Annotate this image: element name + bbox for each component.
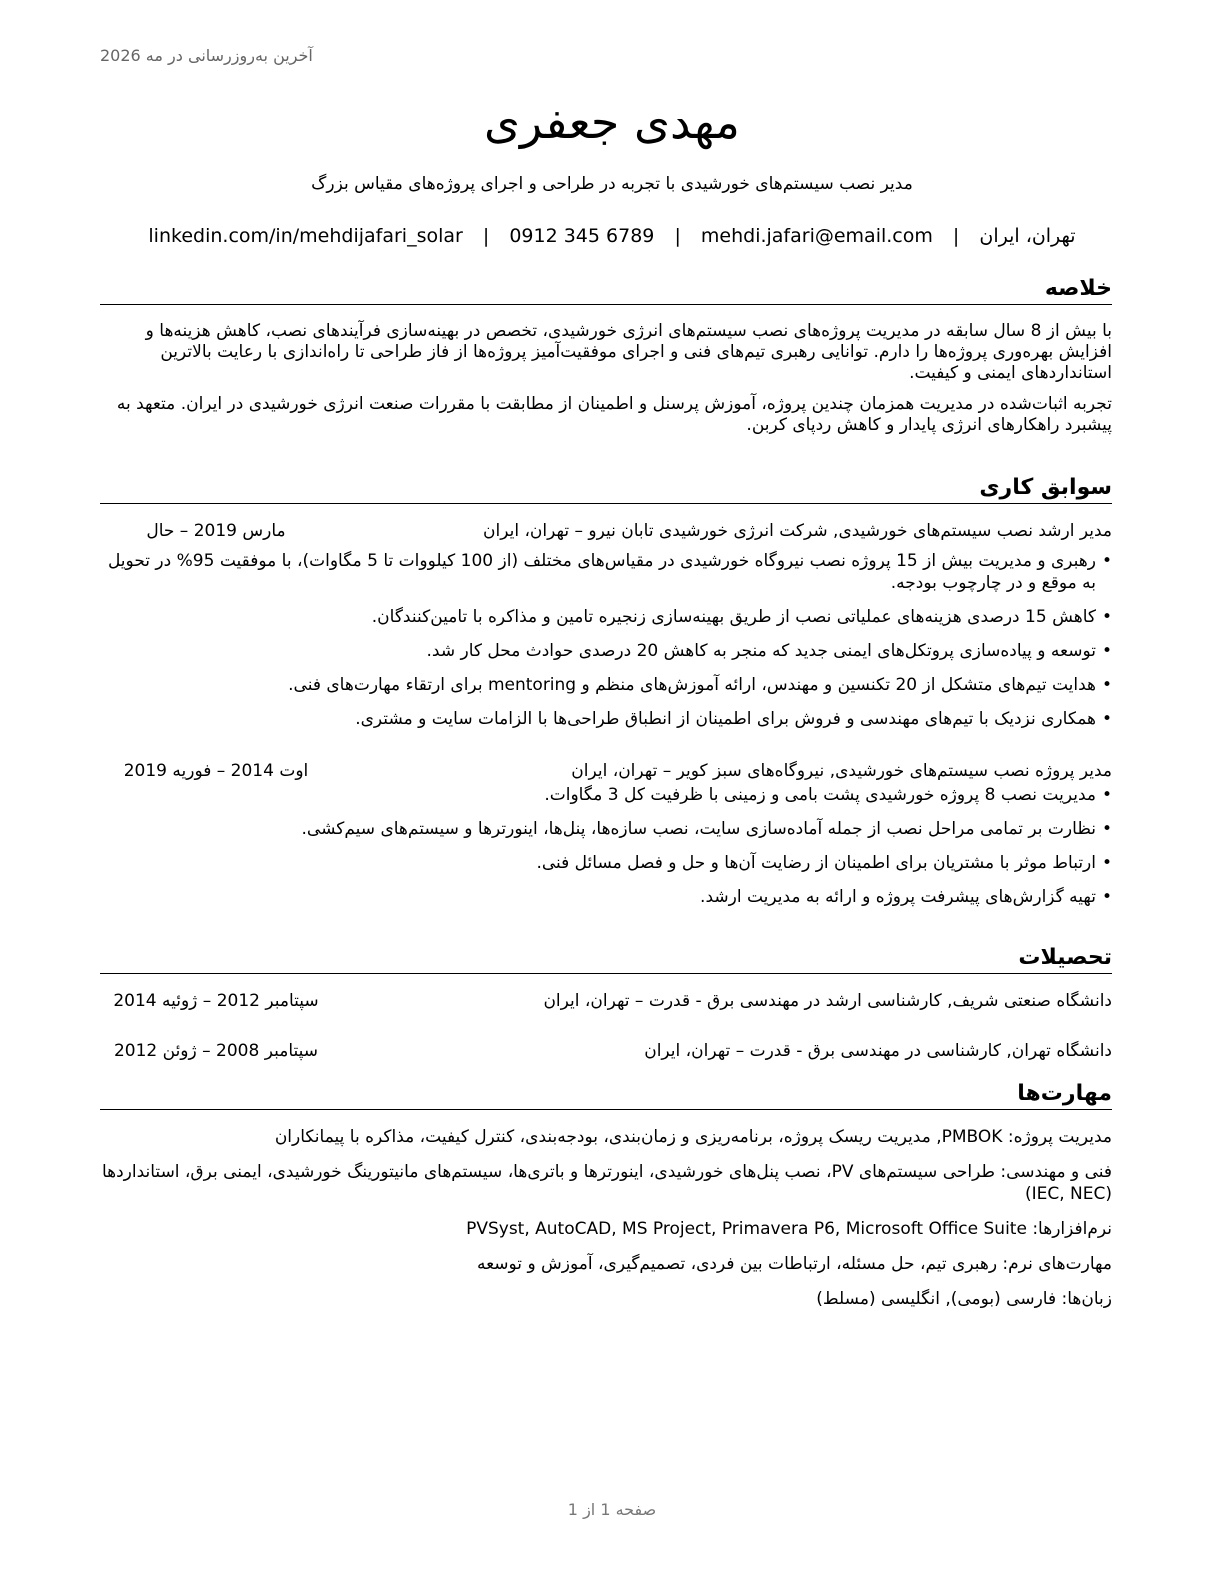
skill-line: فنی و مهندسی: طراحی سیستم‌های PV، نصب پنل‌های خورشیدی، اینورترها و باتری‌ها، سیستم‌های مانیتورینگ خورشیدی، ایمنی برق، استانداردها (IEC, NEC): [101, 1162, 1112, 1204]
job-role: مدیر پروژه نصب سیستم‌های خورشیدی, نیروگاه‌های سبز کویر – تهران، ایران: [571, 761, 1112, 781]
page-number: صفحه 1 از 1: [567, 1500, 657, 1519]
job-entry: [100, 758, 1112, 908]
education-dates: سپتامبر 2012 – ژوئیه 2014: [113, 991, 319, 1011]
list-item: • ارتباط موثر با مشتریان برای اطمینان از رضایت آن‌ها و حل و فصل مسائل فنی.: [536, 853, 1112, 873]
bullet-icon: •: [1101, 709, 1112, 729]
job-bullets: [100, 550, 1112, 730]
contact-email[interactable]: mehdi.jafari@email.com: [700, 225, 933, 247]
education-entry: [100, 988, 1112, 1014]
skills-title: مهارت‌ها: [100, 1079, 1112, 1110]
bullet-icon: •: [1101, 675, 1112, 695]
bullet-icon: •: [1101, 607, 1112, 627]
education-dates: سپتامبر 2008 – ژوئن 2012: [113, 1041, 319, 1061]
bullet-icon: •: [1101, 819, 1112, 839]
bullet-icon: •: [1101, 641, 1112, 661]
contact-separator: |: [674, 225, 681, 247]
skill-line: زبان‌ها: فارسی (بومی), انگلیسی (مسلط): [816, 1289, 1112, 1309]
summary-title: خلاصه: [100, 274, 1112, 305]
list-item: • همکاری نزدیک با تیم‌های مهندسی و فروش برای اطمینان از انطباق طراحی‌ها با الزامات سایت و مشتری.: [355, 709, 1112, 729]
bullet-icon: •: [1101, 785, 1112, 805]
job-entry: [100, 518, 1112, 730]
list-item: • کاهش 15 درصدی هزینه‌های عملیاتی نصب از طریق بهینه‌سازی زنجیره تامین و مذاکره با تامین‌کنندگان.: [371, 607, 1112, 627]
experience-title: سوابق کاری: [100, 473, 1112, 504]
list-item: • هدایت تیم‌های متشکل از 20 تکنسین و مهندس، ارائه آموزش‌های منظم و mentoring برای ارتقاء مهارت‌های فنی.: [288, 675, 1112, 695]
skill-line: مهارت‌های نرم: رهبری تیم، حل مسئله، ارتباطات بین فردی، تصمیم‌گیری، آموزش و توسعه: [476, 1254, 1112, 1274]
list-item: • رهبری و مدیریت بیش از 15 پروژه نصب نیروگاه خورشیدی در مقیاس‌های مختلف (از 100 کیلووات تا 5 مگاوات)، با موفقیت 95% در تحویل به موقع و در چارچوب بودجه.: [107, 551, 1112, 593]
education-entry: [100, 1038, 1112, 1064]
list-item: • نظارت بر تمامی مراحل نصب از جمله آماده‌سازی سایت، نصب سازه‌ها، پنل‌ها، اینورترها و سیستم‌های سیم‌کشی.: [301, 819, 1112, 839]
education-school: دانشگاه تهران, کارشناسی در مهندسی برق - قدرت – تهران، ایران: [644, 1041, 1112, 1061]
job-dates: مارس 2019 – حال: [146, 521, 286, 541]
summary-paragraph: تجربه اثبات‌شده در مدیریت همزمان چندین پروژه، آموزش پرسنل و اطمینان از مطابقت با مقررات صنعت انرژی خورشیدی در ایران. متعهد به پیشبرد راهکارهای انرژی پایدار و کاهش ردپای کربن.: [116, 394, 1112, 435]
job-header: [100, 518, 1112, 544]
summary-paragraph: با بیش از 8 سال سابقه در مدیریت پروژه‌های نصب سیستم‌های انرژی خورشیدی، تخصص در بهینه‌سازی فرآیندهای نصب، کاهش هزینه‌ها و افزایش بهره‌وری پروژه‌ها را دارم. توانایی رهبری تیم‌های فنی و اجرای موفقیت‌آمیز پروژه‌ها از فاز طراحی تا راه‌اندازی با رعایت بالاترین استانداردهای ایمنی و کیفیت.: [145, 321, 1112, 383]
list-item: • تهیه گزارش‌های پیشرفت پروژه و ارائه به مدیریت ارشد.: [700, 887, 1112, 907]
candidate-name: مهدی جعفری: [484, 95, 740, 149]
candidate-tagline: مدیر نصب سیستم‌های خورشیدی با تجربه در طراحی و اجرای پروژه‌های مقیاس بزرگ: [311, 174, 913, 194]
job-bullets: [100, 784, 1112, 908]
education-school: دانشگاه صنعتی شریف, کارشناسی ارشد در مهندسی برق - قدرت – تهران، ایران: [543, 991, 1112, 1011]
last-updated-text: آخرین به‌روزرسانی در مه 2026: [100, 46, 313, 65]
skills-section: [100, 1079, 1112, 1323]
contact-line: [0, 222, 1224, 250]
skill-line: مدیریت پروژه: PMBOK, مدیریت ریسک پروژه، برنامه‌ریزی و زمان‌بندی، بودجه‌بندی، کنترل کیفیت، مذاکره با پیمانکاران: [274, 1127, 1112, 1147]
bullet-icon: •: [1101, 887, 1112, 907]
contact-separator: |: [482, 225, 490, 247]
job-role: مدیر ارشد نصب سیستم‌های خورشیدی, شرکت انرژی خورشیدی تابان نیرو – تهران، ایران: [483, 521, 1112, 541]
education-section: [100, 943, 1112, 1064]
contact-separator: |: [952, 225, 960, 247]
skill-line: نرم‌افزارها: PVSyst, AutoCAD, MS Project, Primavera P6, Microsoft Office Suite: [466, 1219, 1112, 1239]
job-header: [100, 758, 1112, 784]
education-title: تحصیلات: [100, 943, 1112, 974]
bullet-icon: •: [1101, 551, 1112, 571]
bullet-icon: •: [1101, 853, 1112, 873]
list-item: • توسعه و پیاده‌سازی پروتکل‌های ایمنی جدید که منجر به کاهش 20 درصدی حوادث محل کار شد.: [426, 641, 1112, 661]
job-dates: اوت 2014 – فوریه 2019: [123, 761, 309, 781]
experience-section: [100, 473, 1112, 920]
contact-location: تهران، ایران: [979, 225, 1076, 247]
list-item: • مدیریت نصب 8 پروژه خورشیدی پشت بامی و زمینی با ظرفیت کل 3 مگاوات.: [544, 785, 1112, 805]
contact-linkedin[interactable]: linkedin.com/in/mehdijafari_solar: [148, 225, 463, 247]
summary-section: [100, 274, 1112, 436]
contact-phone[interactable]: 0912 345 6789: [509, 225, 655, 247]
